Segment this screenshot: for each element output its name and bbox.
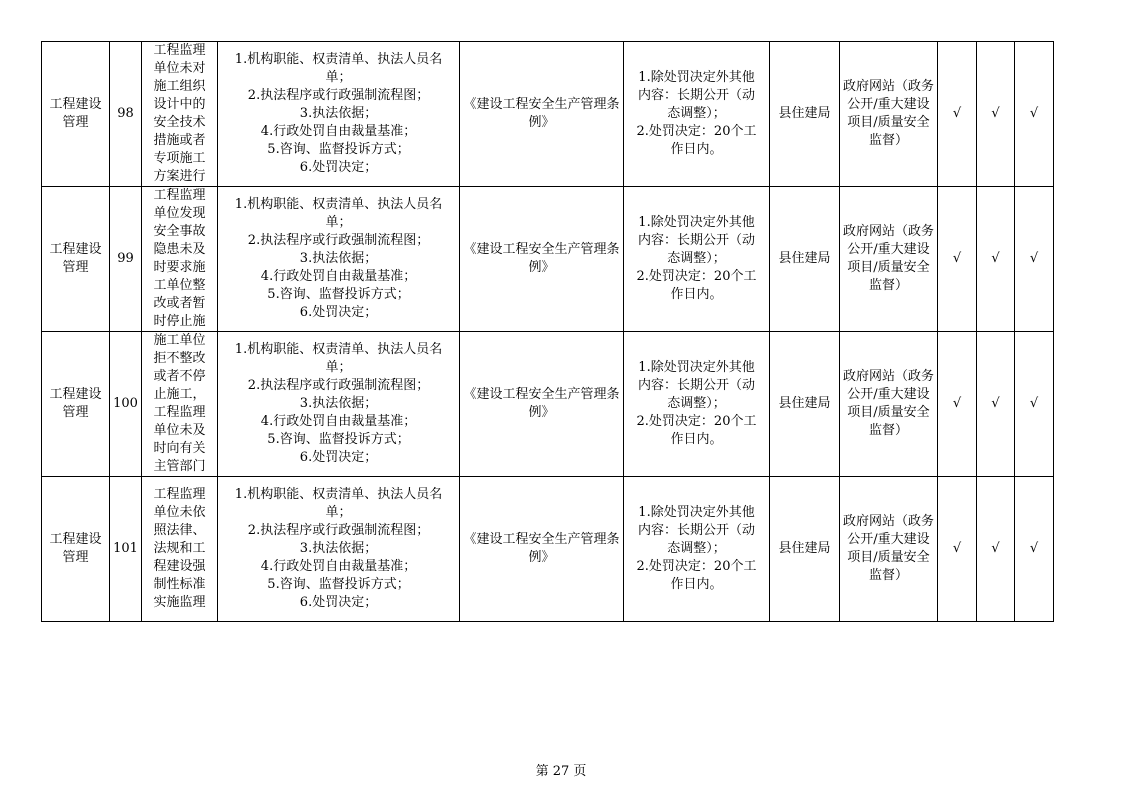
content-cell-line: 6.处罚决定；	[299, 450, 378, 465]
content-cell-line: 4.行政处罚自由裁量基准；	[260, 269, 417, 284]
check-cell-2-text: √	[991, 251, 1000, 266]
basis-cell	[460, 477, 624, 622]
content-cell-line: 单；	[325, 70, 352, 85]
timing-cell-line: 内容：长期公开（动	[637, 233, 755, 248]
item-cell-text: 工程监理 单位发现 安全事故 隐患未及 时要求施 工单位整 改或者暂 时停止施	[153, 188, 206, 329]
category-cell-text: 工程建设管理	[49, 97, 102, 130]
check-cell-1	[938, 42, 977, 187]
channel-cell-text: 政府网站（政务公开/重大建设项目/质量安全监督）	[843, 224, 935, 293]
table-body	[42, 42, 1054, 622]
disclosure-table	[41, 41, 1054, 622]
timing-cell-line: 1.除处罚决定外其他	[638, 215, 755, 230]
number-cell	[110, 187, 142, 332]
category-cell-text: 工程建设管理	[49, 242, 102, 275]
content-cell-line: 单；	[325, 360, 352, 375]
category-cell-text: 工程建设管理	[49, 532, 102, 565]
content-cell-line: 1.机构职能、权责清单、执法人员名	[234, 487, 443, 502]
content-cell-line: 3.执法依据；	[299, 251, 378, 266]
number-cell-text: 98	[117, 106, 134, 121]
number-cell-text: 99	[117, 251, 134, 266]
table-row	[42, 187, 1054, 332]
category-cell-text: 工程建设管理	[49, 387, 102, 420]
item-cell-text: 工程监理 单位未依 照法律、 法规和工 程建设强 制性标准 实施监理	[153, 487, 206, 610]
timing-cell-line: 2.处罚决定：20个工	[636, 124, 757, 139]
content-cell-line: 1.机构职能、权责清单、执法人员名	[234, 52, 443, 67]
check-cell-1	[938, 187, 977, 332]
category-cell	[42, 187, 110, 332]
check-cell-1-text: √	[952, 106, 962, 121]
basis-cell	[460, 42, 624, 187]
timing-cell-line: 内容：长期公开（动	[637, 523, 755, 538]
timing-cell	[624, 187, 770, 332]
subject-cell	[770, 187, 840, 332]
timing-cell-line: 态调整）；	[667, 396, 726, 411]
check-cell-2	[977, 187, 1015, 332]
page-number: 第 27 页	[535, 764, 587, 779]
channel-cell	[840, 187, 938, 332]
content-cell-line: 5.咨询、监督投诉方式；	[267, 432, 410, 447]
number-cell	[110, 332, 142, 477]
check-cell-3	[1015, 477, 1054, 622]
category-cell	[42, 477, 110, 622]
content-cell	[218, 332, 460, 477]
content-cell-line: 2.执法程序或行政强制流程图；	[247, 233, 430, 248]
check-cell-3-text: √	[1029, 541, 1039, 556]
check-cell-3-text: √	[1029, 251, 1039, 266]
timing-cell-line: 态调整）；	[667, 251, 726, 266]
subject-cell	[770, 42, 840, 187]
subject-cell-text: 县住建局	[778, 396, 831, 411]
timing-cell-line: 2.处罚决定：20个工	[636, 414, 757, 429]
check-cell-3-text: √	[1029, 106, 1039, 121]
timing-cell	[624, 332, 770, 477]
channel-cell	[840, 477, 938, 622]
check-cell-3	[1015, 42, 1054, 187]
subject-cell-text: 县住建局	[778, 106, 831, 121]
content-cell-line: 5.咨询、监督投诉方式；	[267, 577, 410, 592]
check-cell-3-text: √	[1029, 396, 1039, 411]
content-cell-line: 2.执法程序或行政强制流程图；	[247, 523, 430, 538]
check-cell-2-text: √	[991, 106, 1000, 121]
content-cell-line: 6.处罚决定；	[299, 305, 378, 320]
basis-cell-text: 《建设工程安全生产管理条例》	[463, 387, 620, 420]
content-cell-line: 3.执法依据；	[299, 396, 378, 411]
timing-cell	[624, 42, 770, 187]
item-cell	[142, 42, 218, 187]
channel-cell-text: 政府网站（政务公开/重大建设项目/质量安全监督）	[843, 369, 935, 438]
content-cell	[218, 187, 460, 332]
item-cell	[142, 332, 218, 477]
check-cell-1-text: √	[952, 251, 962, 266]
content-cell	[218, 42, 460, 187]
timing-cell-line: 作日内。	[670, 577, 723, 592]
check-cell-1-text: √	[952, 396, 962, 411]
timing-cell-line: 态调整）；	[667, 541, 726, 556]
check-cell-2	[977, 332, 1015, 477]
number-cell	[110, 477, 142, 622]
content-cell-line: 4.行政处罚自由裁量基准；	[260, 559, 417, 574]
check-cell-2-text: √	[991, 541, 1000, 556]
basis-cell-text: 《建设工程安全生产管理条例》	[463, 242, 620, 275]
channel-cell-text: 政府网站（政务公开/重大建设项目/质量安全监督）	[843, 514, 935, 583]
check-cell-1	[938, 332, 977, 477]
content-cell-line: 5.咨询、监督投诉方式；	[267, 287, 410, 302]
timing-cell-line: 2.处罚决定：20个工	[636, 559, 757, 574]
timing-cell-line: 作日内。	[670, 287, 723, 302]
check-cell-1	[938, 477, 977, 622]
content-cell	[218, 477, 460, 622]
timing-cell-line: 1.除处罚决定外其他	[638, 505, 755, 520]
content-cell-line: 单；	[325, 215, 352, 230]
timing-cell-line: 作日内。	[670, 142, 723, 157]
subject-cell	[770, 477, 840, 622]
channel-cell	[840, 42, 938, 187]
check-cell-2	[977, 42, 1015, 187]
content-cell-line: 4.行政处罚自由裁量基准；	[260, 124, 417, 139]
timing-cell	[624, 477, 770, 622]
timing-cell-line: 内容：长期公开（动	[637, 378, 755, 393]
number-cell	[110, 42, 142, 187]
channel-cell-text: 政府网站（政务公开/重大建设项目/质量安全监督）	[843, 79, 935, 148]
content-cell-line: 4.行政处罚自由裁量基准；	[260, 414, 417, 429]
subject-cell-text: 县住建局	[778, 251, 831, 266]
subject-cell-text: 县住建局	[778, 541, 831, 556]
table-row	[42, 477, 1054, 622]
timing-cell-line: 1.除处罚决定外其他	[638, 70, 755, 85]
basis-cell	[460, 187, 624, 332]
content-cell-line: 3.执法依据；	[299, 541, 378, 556]
basis-cell-text: 《建设工程安全生产管理条例》	[463, 97, 620, 130]
number-cell-text: 100	[113, 396, 138, 411]
item-cell-text: 施工单位 拒不整改 或者不停 止施工， 工程监理 单位未及 时向有关 主管部门	[153, 333, 206, 474]
subject-cell	[770, 332, 840, 477]
check-cell-2	[977, 477, 1015, 622]
item-cell-text: 工程监理 单位未对 施工组织 设计中的 安全技术 措施或者 专项施工 方案进行	[153, 43, 206, 184]
basis-cell-text: 《建设工程安全生产管理条例》	[463, 532, 620, 565]
timing-cell-line: 内容：长期公开（动	[637, 88, 755, 103]
check-cell-1-text: √	[952, 541, 962, 556]
timing-cell-line: 1.除处罚决定外其他	[638, 360, 755, 375]
timing-cell-line: 2.处罚决定：20个工	[636, 269, 757, 284]
item-cell	[142, 187, 218, 332]
check-cell-3	[1015, 187, 1054, 332]
number-cell-text: 101	[113, 541, 138, 556]
content-cell-line: 单；	[325, 505, 352, 520]
channel-cell	[840, 332, 938, 477]
category-cell	[42, 42, 110, 187]
timing-cell-line: 态调整）；	[667, 106, 726, 121]
table-row	[42, 332, 1054, 477]
content-cell-line: 1.机构职能、权责清单、执法人员名	[234, 197, 443, 212]
check-cell-2-text: √	[991, 396, 1000, 411]
content-cell-line: 2.执法程序或行政强制流程图；	[247, 88, 430, 103]
timing-cell-line: 作日内。	[670, 432, 723, 447]
basis-cell	[460, 332, 624, 477]
content-cell-line: 6.处罚决定；	[299, 160, 378, 175]
content-cell-line: 6.处罚决定；	[299, 595, 378, 610]
check-cell-3	[1015, 332, 1054, 477]
content-cell-line: 5.咨询、监督投诉方式；	[267, 142, 410, 157]
category-cell	[42, 332, 110, 477]
content-cell-line: 1.机构职能、权责清单、执法人员名	[234, 342, 443, 357]
content-cell-line: 3.执法依据；	[299, 106, 378, 121]
content-cell-line: 2.执法程序或行政强制流程图；	[247, 378, 430, 393]
item-cell	[142, 477, 218, 622]
table-row	[42, 42, 1054, 187]
